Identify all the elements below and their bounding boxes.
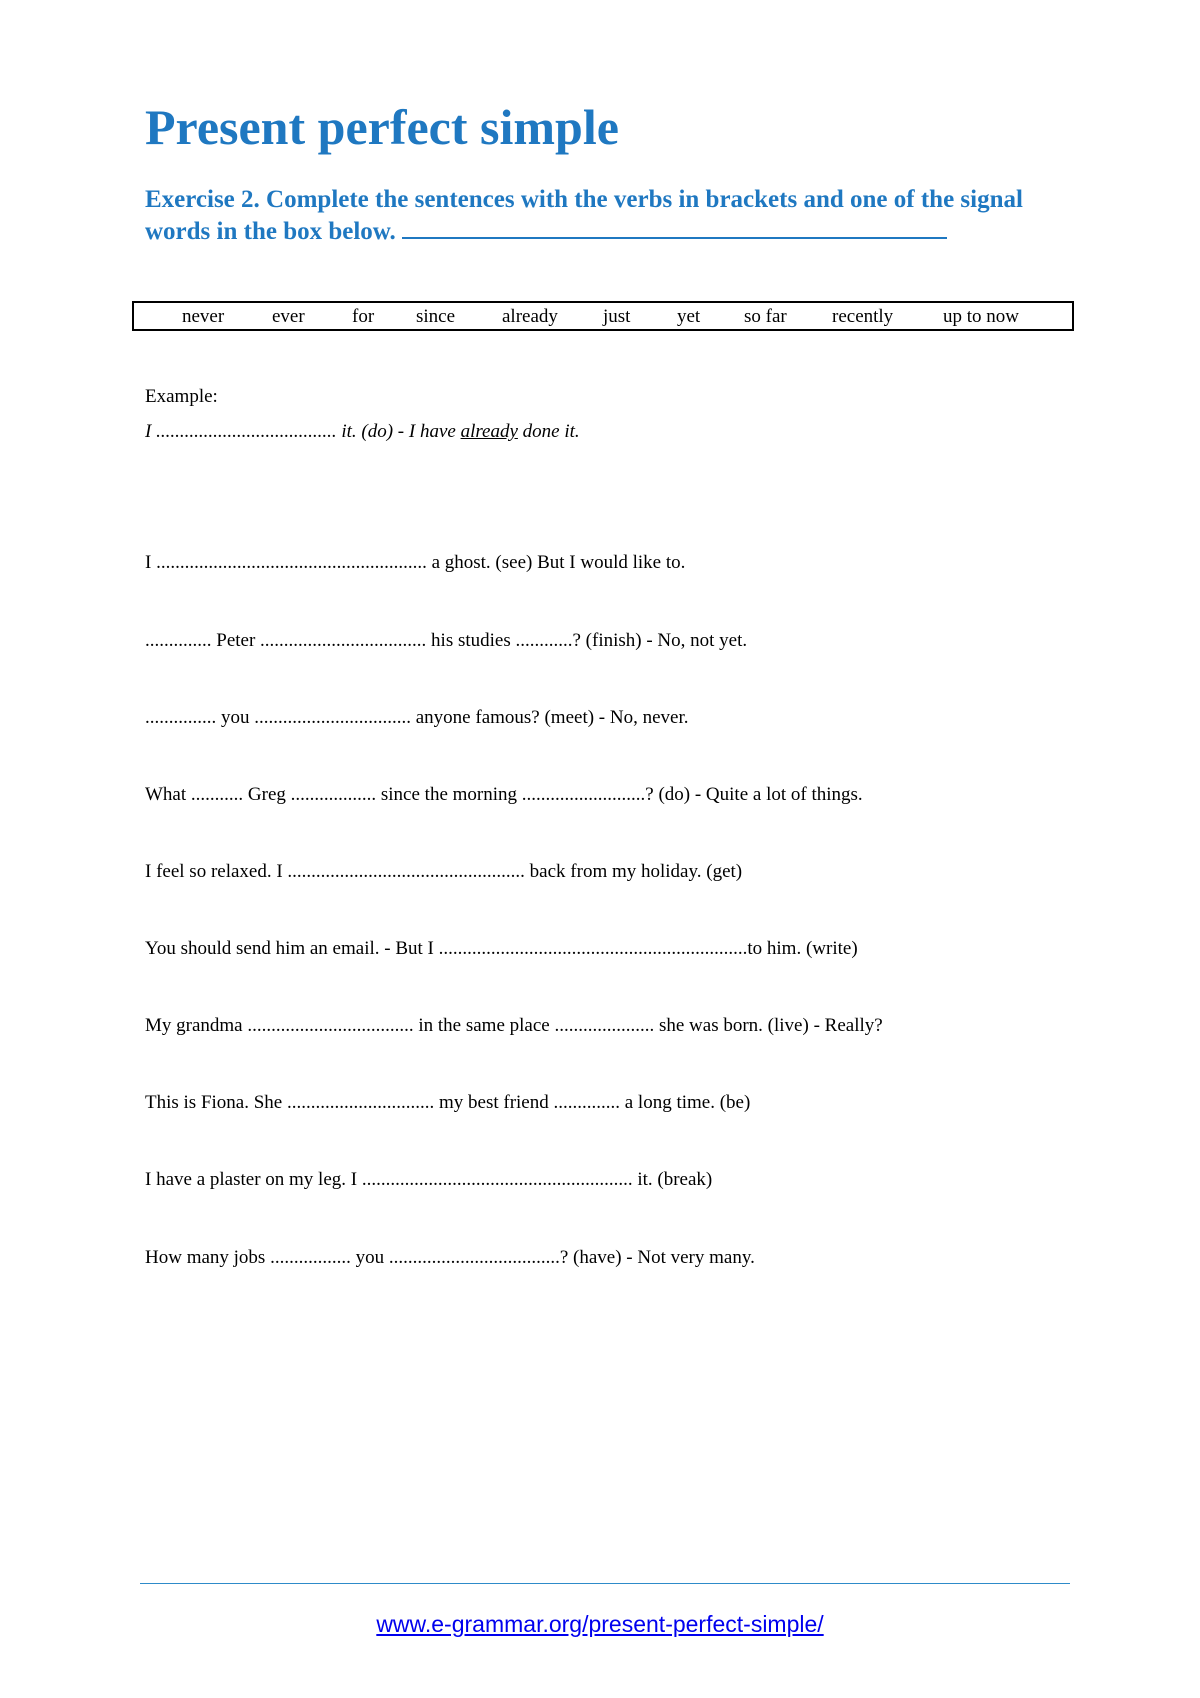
signal-word: already <box>502 306 558 327</box>
example-label: Example: <box>145 386 218 407</box>
signal-word: ever <box>272 306 305 327</box>
signal-word-box <box>132 301 1074 331</box>
example-suffix: done it. <box>517 421 580 442</box>
exercise-instructions-text: Exercise 2. Complete the sentences with the verbs in brackets and one of the signal words in the box below. <box>145 186 1023 245</box>
exercise-sentence-8: This is Fiona. She ............................... my best friend .............. a long time. (be) <box>145 1092 751 1113</box>
signal-word: just <box>603 306 631 327</box>
example-sentence <box>145 421 580 443</box>
exercise-sentence-5: I feel so relaxed. I .................................................. back from my holiday. (get) <box>145 861 743 882</box>
exercise-sentence-9: I have a plaster on my leg. I ......................................................... it. (break) <box>145 1169 713 1190</box>
exercise-sentence-1: I ......................................................... a ghost. (see) But I would like to. <box>145 552 686 573</box>
exercise-sentence-6: You should send him an email. - But I .................................................................to him. (write) <box>145 938 858 959</box>
example-prefix: I ...................................... it. (do) - I have <box>145 421 461 442</box>
exercise-instructions <box>145 184 1075 248</box>
footer-website-link[interactable]: www.e-grammar.org/present-perfect-simple/ <box>376 1611 824 1637</box>
signal-word: never <box>182 306 225 327</box>
instructions-underline <box>402 217 947 239</box>
signal-word: since <box>416 306 456 327</box>
signal-word: so far <box>744 306 787 327</box>
exercise-sentence-10: How many jobs ................. you ....................................? (have) - Not very many. <box>145 1247 755 1268</box>
example-signal-word: already <box>460 421 518 442</box>
exercise-sentence-7: My grandma ................................... in the same place ..................... she was born. (live) - Really? <box>145 1015 883 1036</box>
exercise-sentence-3: ............... you ................................. anyone famous? (meet) - No, never. <box>145 707 689 728</box>
exercise-sentence-2: .............. Peter ................................... his studies ............? (finish) - No, not yet. <box>145 630 748 651</box>
signal-word: recently <box>832 306 894 327</box>
signal-word: yet <box>677 306 701 327</box>
signal-word: up to now <box>943 306 1019 327</box>
page-title: Present perfect simple <box>145 99 619 155</box>
signal-word: for <box>352 306 375 327</box>
footer-divider <box>140 1583 1070 1584</box>
exercise-sentence-4: What ........... Greg .................. since the morning ..........................? (do) - Quite a lot of things. <box>145 784 863 805</box>
